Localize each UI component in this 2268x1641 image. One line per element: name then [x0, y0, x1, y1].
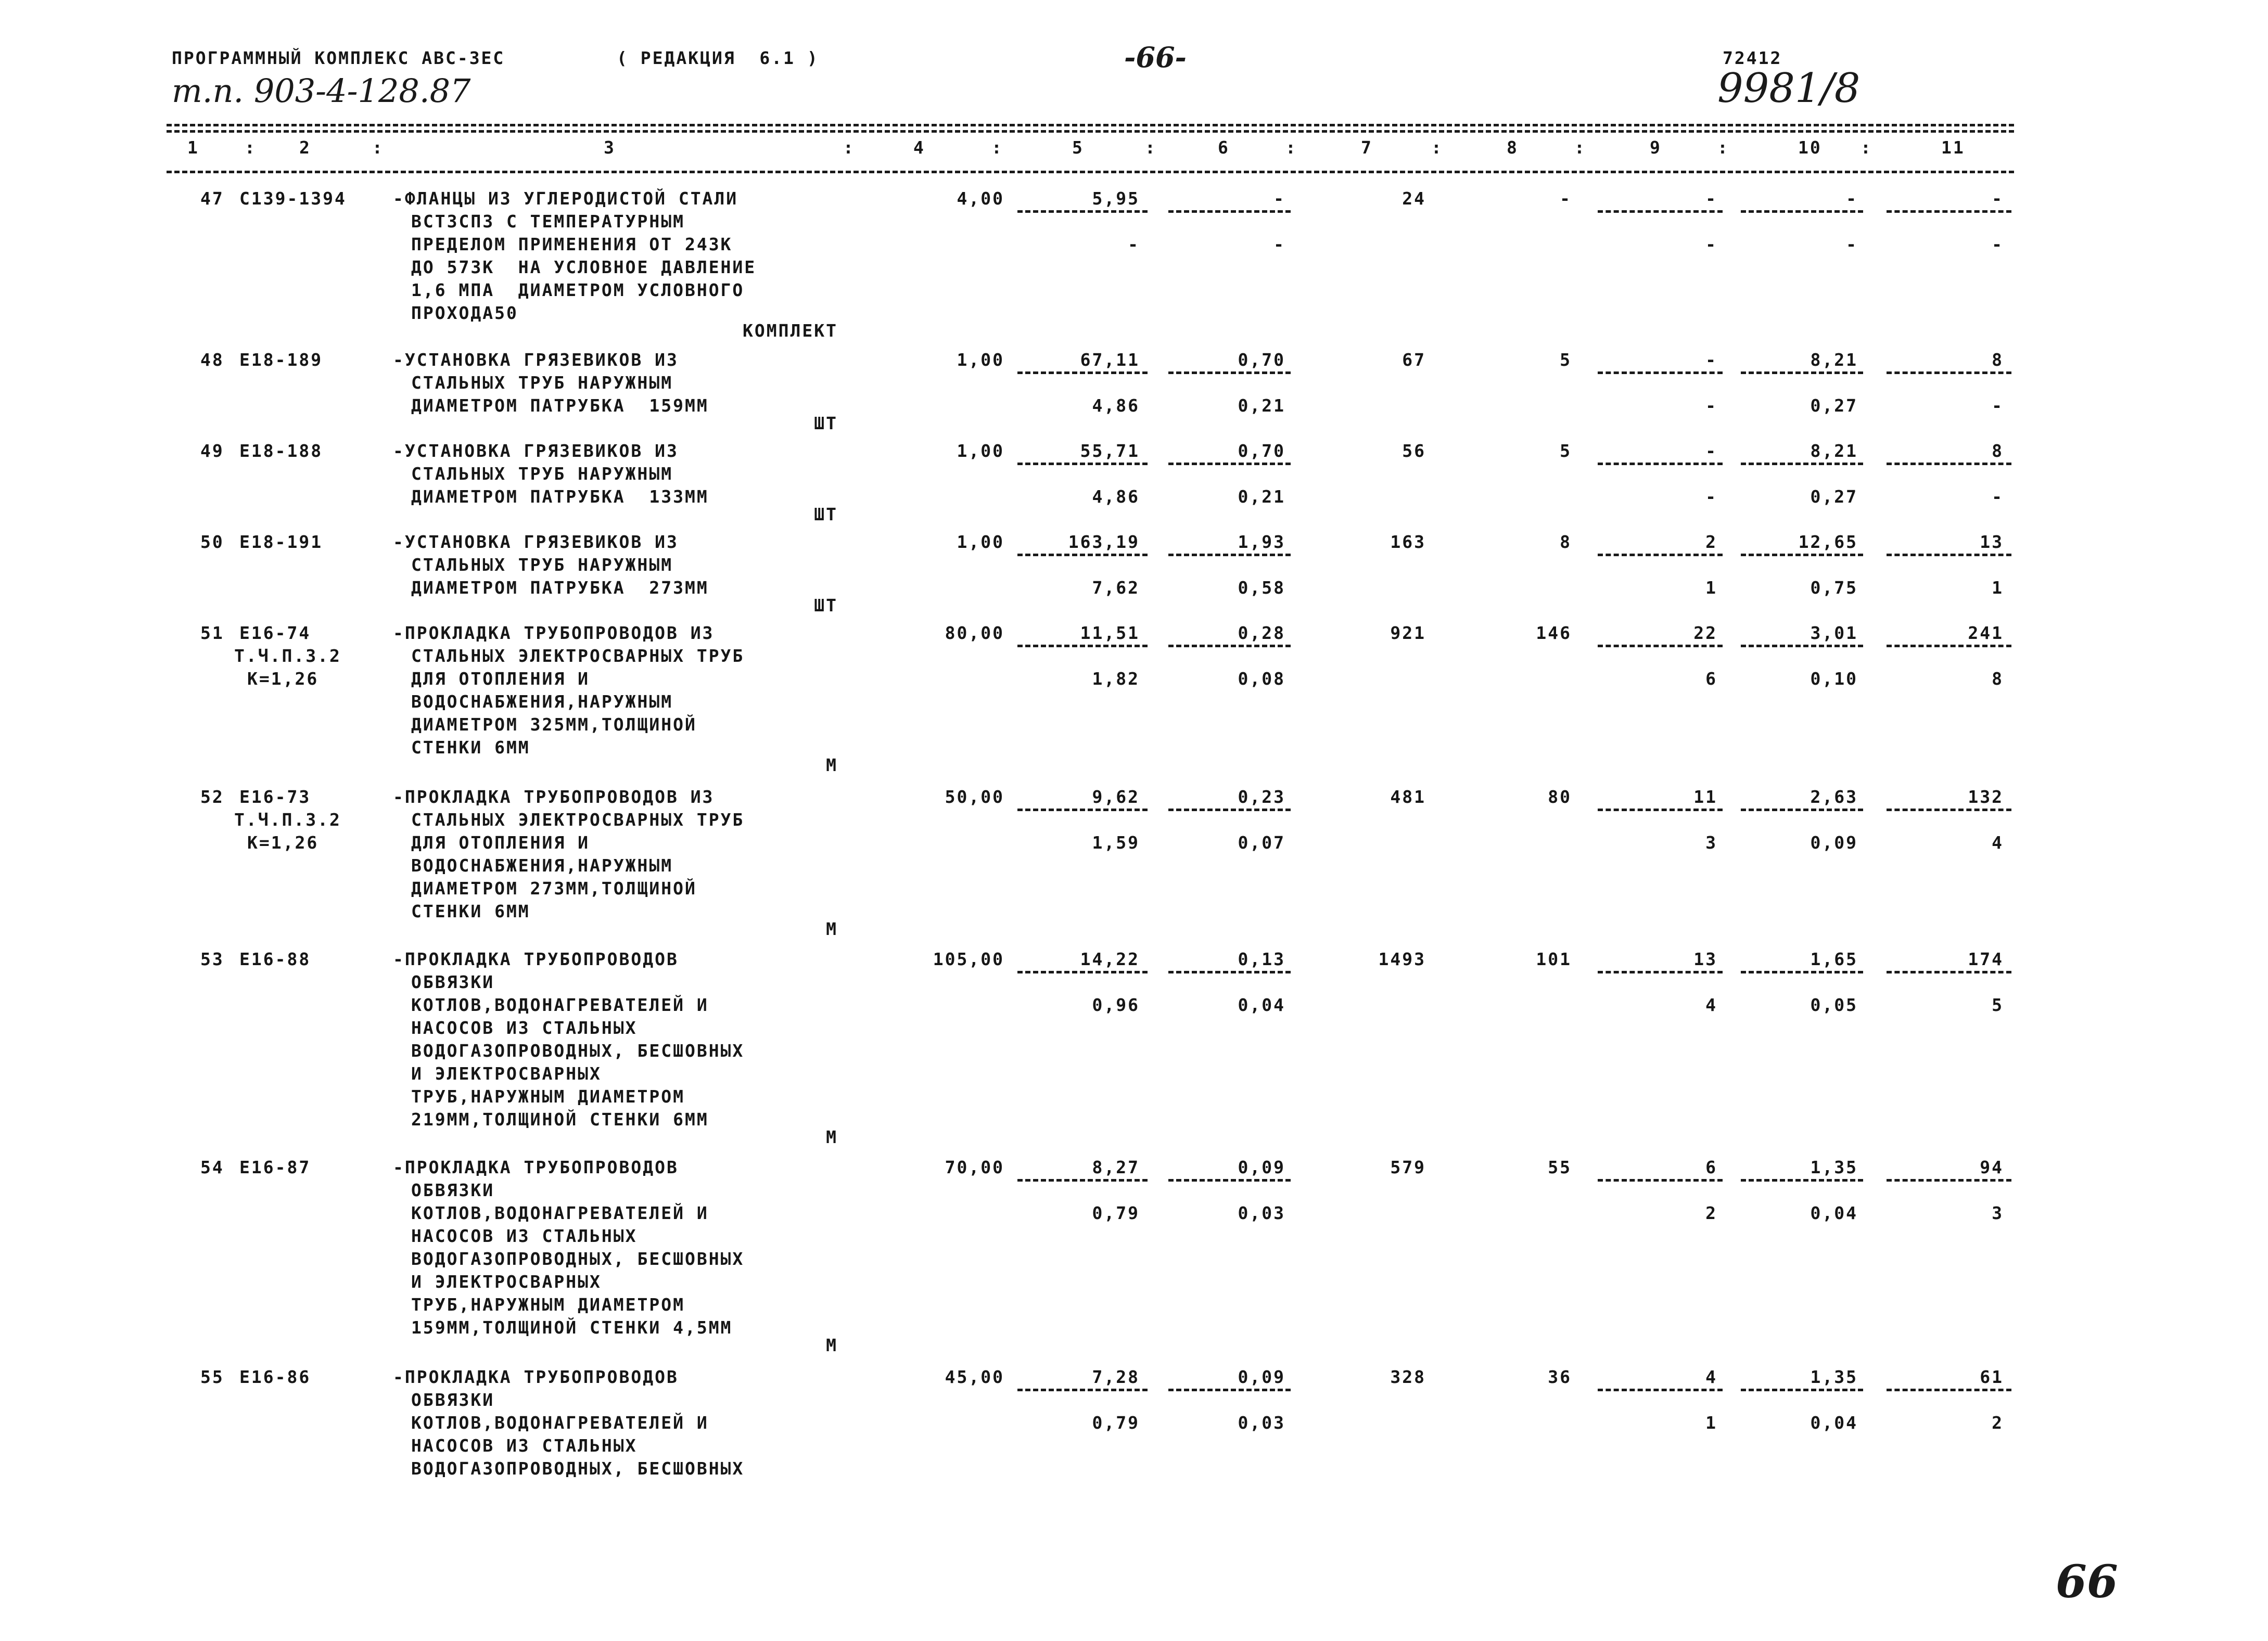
row-description: ВОДОСНАБЖЕНИЯ,НАРУЖНЫМ — [411, 855, 673, 876]
row-description: СТАЛЬНЫХ ЭЛЕКТРОСВАРНЫХ ТРУБ — [411, 646, 745, 666]
value-c10b: 0,04 — [1810, 1413, 1858, 1433]
value-c11: 8 — [1992, 350, 2004, 370]
value-c10b: 0,10 — [1810, 669, 1858, 689]
value-c10: 8,21 — [1810, 350, 1858, 370]
page-center-number: -66- — [1124, 41, 1187, 74]
row-description: -УСТАНОВКА ГРЯЗЕВИКОВ ИЗ — [393, 350, 679, 370]
row-description: ВОДОГАЗОПРОВОДНЫХ, БЕСШОВНЫХ — [411, 1458, 745, 1479]
row-description: -ПРОКЛАДКА ТРУБОПРОВОДОВ — [393, 1367, 679, 1387]
value-c4: 1,00 — [957, 350, 1004, 370]
value-c5: 163,19 — [1068, 532, 1140, 552]
value-c8: 101 — [1536, 949, 1572, 969]
row-description: ДЛЯ ОТОПЛЕНИЯ И — [411, 832, 590, 853]
value-c8: 146 — [1536, 623, 1572, 643]
row-description: НАСОСОВ ИЗ СТАЛЬНЫХ — [411, 1226, 638, 1246]
value-c5: 14,22 — [1080, 949, 1140, 969]
value-divider — [1168, 645, 1291, 647]
value-c5b: - — [1128, 234, 1140, 254]
row-description: ДЛЯ ОТОПЛЕНИЯ И — [411, 669, 590, 689]
value-c6: 0,28 — [1238, 623, 1285, 643]
value-c7: 579 — [1390, 1157, 1426, 1177]
value-divider — [1598, 645, 1723, 647]
value-c9b: 4 — [1705, 995, 1717, 1015]
column-number: 7 — [1361, 137, 1373, 158]
value-c5: 11,51 — [1080, 623, 1140, 643]
value-divider — [1598, 1179, 1723, 1182]
value-divider — [1598, 1389, 1723, 1391]
header-top-rule — [167, 124, 2014, 126]
row-code: Е18-191 — [239, 532, 323, 552]
value-c6: 0,09 — [1238, 1367, 1285, 1387]
row-unit: М — [826, 1335, 838, 1355]
value-c8: - — [1560, 188, 1572, 209]
value-c6: 0,09 — [1238, 1157, 1285, 1177]
value-c11b: 5 — [1992, 995, 2004, 1015]
row-code: Е18-188 — [239, 441, 323, 461]
footer-page-number: 66 — [2056, 1556, 2118, 1608]
value-c10b: - — [1846, 234, 1858, 254]
row-number: 54 — [200, 1157, 224, 1177]
row-description: ДИАМЕТРОМ ПАТРУБКА 133ММ — [411, 486, 709, 507]
column-separator: : — [372, 137, 384, 158]
row-description: СТАЛЬНЫХ ТРУБ НАРУЖНЫМ — [411, 373, 673, 393]
value-c10b: 0,09 — [1810, 832, 1858, 853]
column-separator: : — [1145, 137, 1157, 158]
row-description: -УСТАНОВКА ГРЯЗЕВИКОВ ИЗ — [393, 441, 679, 461]
value-c10b: 0,27 — [1810, 395, 1858, 416]
value-c5: 8,27 — [1092, 1157, 1140, 1177]
column-number: 11 — [1941, 137, 1965, 158]
row-unit: ШТ — [814, 504, 838, 524]
value-c7: 1493 — [1378, 949, 1426, 969]
row-description: -ПРОКЛАДКА ТРУБОПРОВОДОВ ИЗ — [393, 787, 715, 807]
column-number: 3 — [604, 137, 616, 158]
row-description: И ЭЛЕКТРОСВАРНЫХ — [411, 1272, 602, 1292]
value-c9: 2 — [1705, 532, 1717, 552]
value-c10b: 0,04 — [1810, 1203, 1858, 1223]
row-code: Е18-189 — [239, 350, 323, 370]
row-code: Е16-74 — [239, 623, 311, 643]
value-divider — [1168, 463, 1291, 465]
value-c11: 174 — [1968, 949, 2004, 969]
row-description: ДИАМЕТРОМ ПАТРУБКА 273ММ — [411, 578, 709, 598]
value-c11: 241 — [1968, 623, 2004, 643]
value-divider — [1887, 1179, 2011, 1182]
row-description: НАСОСОВ ИЗ СТАЛЬНЫХ — [411, 1018, 638, 1038]
value-divider — [1168, 1179, 1291, 1182]
value-c6: 0,70 — [1238, 441, 1285, 461]
value-divider — [1598, 463, 1723, 465]
row-code: К=1,26 — [247, 832, 319, 853]
value-c10: 3,01 — [1810, 623, 1858, 643]
row-number: 50 — [200, 532, 224, 552]
value-c11: 132 — [1968, 787, 2004, 807]
value-divider — [1168, 971, 1291, 973]
value-c7: 921 — [1390, 623, 1426, 643]
value-c6b: 0,08 — [1238, 669, 1285, 689]
value-c4: 70,00 — [945, 1157, 1004, 1177]
row-code: Е16-73 — [239, 787, 311, 807]
row-code: Т.Ч.П.3.2 — [234, 810, 341, 830]
value-c4: 50,00 — [945, 787, 1004, 807]
value-divider — [1017, 809, 1148, 811]
value-c9: 4 — [1705, 1367, 1717, 1387]
value-c9b: 1 — [1705, 1413, 1717, 1433]
value-c9: - — [1705, 350, 1717, 370]
value-c5: 55,71 — [1080, 441, 1140, 461]
handwritten-code: 9981/8 — [1717, 65, 1861, 112]
value-c6b: 0,21 — [1238, 486, 1285, 507]
row-number: 52 — [200, 787, 224, 807]
value-c6b: - — [1273, 234, 1285, 254]
value-divider — [1741, 809, 1863, 811]
value-divider — [1168, 210, 1291, 213]
value-divider — [1168, 809, 1291, 811]
value-divider — [1887, 809, 2011, 811]
row-description: -ПРОКЛАДКА ТРУБОПРОВОДОВ — [393, 949, 679, 969]
value-c4: 105,00 — [933, 949, 1004, 969]
value-c6: 0,23 — [1238, 787, 1285, 807]
value-c5b: 0,79 — [1092, 1413, 1140, 1433]
value-c11b: - — [1992, 395, 2004, 416]
value-c7: 163 — [1390, 532, 1426, 552]
header-bottom-rule — [167, 171, 2014, 173]
value-c6b: 0,58 — [1238, 578, 1285, 598]
value-c11: 61 — [1980, 1367, 2004, 1387]
value-c11: - — [1992, 188, 2004, 209]
value-c9b: 6 — [1705, 669, 1717, 689]
value-c4: 80,00 — [945, 623, 1004, 643]
value-c5b: 0,96 — [1092, 995, 1140, 1015]
value-c4: 1,00 — [957, 441, 1004, 461]
value-c5: 67,11 — [1080, 350, 1140, 370]
value-c9: 13 — [1693, 949, 1717, 969]
value-c10: 2,63 — [1810, 787, 1858, 807]
column-separator: : — [245, 137, 257, 158]
row-description: ВОДОГАЗОПРОВОДНЫХ, БЕСШОВНЫХ — [411, 1041, 745, 1061]
value-c11b: 2 — [1992, 1413, 2004, 1433]
value-c9: 22 — [1693, 623, 1717, 643]
value-c7: 328 — [1390, 1367, 1426, 1387]
value-c5b: 7,62 — [1092, 578, 1140, 598]
value-c6: 0,70 — [1238, 350, 1285, 370]
column-separator: : — [991, 137, 1003, 158]
value-c11b: - — [1992, 486, 2004, 507]
value-divider — [1741, 371, 1863, 374]
value-c5b: 1,59 — [1092, 832, 1140, 853]
row-number: 49 — [200, 441, 224, 461]
value-divider — [1017, 554, 1148, 556]
value-c6: 0,13 — [1238, 949, 1285, 969]
column-separator: : — [1431, 137, 1443, 158]
value-c5b: 0,79 — [1092, 1203, 1140, 1223]
row-description: -ПРОКЛАДКА ТРУБОПРОВОДОВ ИЗ — [393, 623, 715, 643]
column-separator: : — [1285, 137, 1297, 158]
row-code: Е16-87 — [239, 1157, 311, 1177]
column-number: 10 — [1798, 137, 1822, 158]
row-description: ДИАМЕТРОМ ПАТРУБКА 159ММ — [411, 395, 709, 416]
tp-label: т.п. 903-4-128.87 — [172, 72, 471, 110]
value-divider — [1017, 1179, 1148, 1182]
value-c7: 56 — [1402, 441, 1426, 461]
column-separator: : — [1574, 137, 1586, 158]
row-description: ТРУБ,НАРУЖНЫМ ДИАМЕТРОМ — [411, 1294, 685, 1315]
value-divider — [1017, 1389, 1148, 1391]
value-c11b: 1 — [1992, 578, 2004, 598]
value-c11b: 4 — [1992, 832, 2004, 853]
value-c6b: 0,21 — [1238, 395, 1285, 416]
value-c10: 12,65 — [1798, 532, 1858, 552]
row-description: -ФЛАНЦЫ ИЗ УГЛЕРОДИСТОЙ СТАЛИ — [393, 188, 738, 209]
value-c10: 1,35 — [1810, 1367, 1858, 1387]
value-c9b: - — [1705, 395, 1717, 416]
value-c9: - — [1705, 188, 1717, 209]
value-c7: 24 — [1402, 188, 1426, 209]
row-description: КОТЛОВ,ВОДОНАГРЕВАТЕЛЕЙ И — [411, 995, 709, 1015]
row-number: 48 — [200, 350, 224, 370]
column-separator: : — [1861, 137, 1872, 158]
value-c6b: 0,03 — [1238, 1203, 1285, 1223]
row-description: ПРЕДЕЛОМ ПРИМЕНЕНИЯ ОТ 243К — [411, 234, 733, 254]
value-c9: 11 — [1693, 787, 1717, 807]
value-c4: 1,00 — [957, 532, 1004, 552]
row-unit: КОМПЛЕКТ — [743, 320, 838, 341]
value-c6: 1,93 — [1238, 532, 1285, 552]
row-description: СТЕНКИ 6ММ — [411, 901, 530, 921]
row-description: СТЕНКИ 6ММ — [411, 737, 530, 758]
row-unit: М — [826, 919, 838, 939]
row-description: СТАЛЬНЫХ ЭЛЕКТРОСВАРНЫХ ТРУБ — [411, 810, 745, 830]
value-c6: - — [1273, 188, 1285, 209]
value-divider — [1017, 645, 1148, 647]
value-divider — [1017, 371, 1148, 374]
row-unit: ШТ — [814, 595, 838, 616]
value-c11b: 3 — [1992, 1203, 2004, 1223]
column-number: 2 — [299, 137, 311, 158]
value-c11b: - — [1992, 234, 2004, 254]
value-divider — [1741, 971, 1863, 973]
row-unit: ШТ — [814, 413, 838, 433]
value-divider — [1887, 463, 2011, 465]
row-description: 1,6 МПА ДИАМЕТРОМ УСЛОВНОГО — [411, 280, 745, 300]
value-c4: 45,00 — [945, 1367, 1004, 1387]
row-description: 219ММ,ТОЛЩИНОЙ СТЕНКИ 6ММ — [411, 1109, 709, 1130]
row-description: ВОДОГАЗОПРОВОДНЫХ, БЕСШОВНЫХ — [411, 1249, 745, 1269]
value-divider — [1598, 809, 1723, 811]
value-divider — [1017, 463, 1148, 465]
value-c10: 1,65 — [1810, 949, 1858, 969]
row-description: 159ММ,ТОЛЩИНОЙ СТЕНКИ 4,5ММ — [411, 1317, 733, 1338]
value-c9: 6 — [1705, 1157, 1717, 1177]
value-c11: 13 — [1980, 532, 2004, 552]
value-c9b: 1 — [1705, 578, 1717, 598]
row-code: Е16-88 — [239, 949, 311, 969]
value-c8: 8 — [1560, 532, 1572, 552]
row-description: НАСОСОВ ИЗ СТАЛЬНЫХ — [411, 1435, 638, 1456]
program-title: ПРОГРАММНЫЙ КОМПЛЕКС АВС-3ЕС — [172, 48, 505, 68]
row-description: ТРУБ,НАРУЖНЫМ ДИАМЕТРОМ — [411, 1086, 685, 1107]
row-code: К=1,26 — [247, 669, 319, 689]
row-description: ОБВЯЗКИ — [411, 1180, 495, 1200]
column-number: 1 — [187, 137, 199, 158]
value-c10: - — [1846, 188, 1858, 209]
row-unit: М — [826, 1127, 838, 1147]
row-description: КОТЛОВ,ВОДОНАГРЕВАТЕЛЕЙ И — [411, 1413, 709, 1433]
column-number: 4 — [913, 137, 925, 158]
column-number: 8 — [1507, 137, 1519, 158]
row-description: И ЭЛЕКТРОСВАРНЫХ — [411, 1063, 602, 1084]
doc-number: 72412 — [1723, 48, 1782, 68]
row-description: СТАЛЬНЫХ ТРУБ НАРУЖНЫМ — [411, 464, 673, 484]
value-divider — [1168, 554, 1291, 556]
value-c10: 8,21 — [1810, 441, 1858, 461]
header-top-rule-2 — [167, 130, 2014, 133]
value-divider — [1017, 210, 1148, 213]
value-c9b: - — [1705, 486, 1717, 507]
value-c9b: 3 — [1705, 832, 1717, 853]
value-divider — [1598, 971, 1723, 973]
value-c6b: 0,04 — [1238, 995, 1285, 1015]
value-c5: 9,62 — [1092, 787, 1140, 807]
value-c11b: 8 — [1992, 669, 2004, 689]
value-c11: 8 — [1992, 441, 2004, 461]
column-number: 9 — [1650, 137, 1662, 158]
row-description: КОТЛОВ,ВОДОНАГРЕВАТЕЛЕЙ И — [411, 1203, 709, 1223]
value-c10: 1,35 — [1810, 1157, 1858, 1177]
value-c8: 5 — [1560, 441, 1572, 461]
row-code: С139-1394 — [239, 188, 347, 209]
value-c8: 36 — [1548, 1367, 1572, 1387]
value-divider — [1887, 371, 2011, 374]
value-divider — [1741, 645, 1863, 647]
value-c5: 5,95 — [1092, 188, 1140, 209]
row-description: -УСТАНОВКА ГРЯЗЕВИКОВ ИЗ — [393, 532, 679, 552]
row-description: ВСТ3СП3 С ТЕМПЕРАТУРНЫМ — [411, 211, 685, 232]
row-unit: М — [826, 755, 838, 775]
row-code: Т.Ч.П.3.2 — [234, 646, 341, 666]
value-c9b: - — [1705, 234, 1717, 254]
value-divider — [1887, 645, 2011, 647]
value-divider — [1598, 210, 1723, 213]
row-description: ДО 573К НА УСЛОВНОЕ ДАВЛЕНИЕ — [411, 257, 757, 277]
value-c5: 7,28 — [1092, 1367, 1140, 1387]
value-divider — [1168, 371, 1291, 374]
value-c5b: 4,86 — [1092, 486, 1140, 507]
value-divider — [1598, 371, 1723, 374]
row-description: СТАЛЬНЫХ ТРУБ НАРУЖНЫМ — [411, 555, 673, 575]
value-c10b: 0,75 — [1810, 578, 1858, 598]
value-c11: 94 — [1980, 1157, 2004, 1177]
value-c10b: 0,27 — [1810, 486, 1858, 507]
value-divider — [1887, 1389, 2011, 1391]
value-divider — [1741, 463, 1863, 465]
value-divider — [1741, 554, 1863, 556]
value-c7: 67 — [1402, 350, 1426, 370]
value-c9: - — [1705, 441, 1717, 461]
row-description: ДИАМЕТРОМ 325ММ,ТОЛЩИНОЙ — [411, 714, 697, 735]
value-divider — [1741, 1179, 1863, 1182]
value-c5b: 1,82 — [1092, 669, 1140, 689]
row-description: -ПРОКЛАДКА ТРУБОПРОВОДОВ — [393, 1157, 679, 1177]
value-divider — [1887, 554, 2011, 556]
value-divider — [1887, 971, 2011, 973]
column-number: 6 — [1218, 137, 1230, 158]
value-divider — [1887, 210, 2011, 213]
value-c7: 481 — [1390, 787, 1426, 807]
value-c4: 4,00 — [957, 188, 1004, 209]
row-description: ОБВЯЗКИ — [411, 1390, 495, 1410]
column-number: 5 — [1072, 137, 1084, 158]
value-c8: 5 — [1560, 350, 1572, 370]
value-divider — [1741, 1389, 1863, 1391]
value-c5b: 4,86 — [1092, 395, 1140, 416]
edition-label: ( РЕДАКЦИЯ 6.1 ) — [617, 48, 819, 68]
value-c6b: 0,07 — [1238, 832, 1285, 853]
column-separator: : — [843, 137, 855, 158]
row-description: ВОДОСНАБЖЕНИЯ,НАРУЖНЫМ — [411, 691, 673, 712]
row-description: ОБВЯЗКИ — [411, 972, 495, 992]
row-number: 51 — [200, 623, 224, 643]
value-c8: 80 — [1548, 787, 1572, 807]
value-c6b: 0,03 — [1238, 1413, 1285, 1433]
row-description: ДИАМЕТРОМ 273ММ,ТОЛЩИНОЙ — [411, 878, 697, 899]
value-divider — [1017, 971, 1148, 973]
column-separator: : — [1717, 137, 1729, 158]
row-number: 55 — [200, 1367, 224, 1387]
value-divider — [1168, 1389, 1291, 1391]
row-description: ПРОХОДА50 — [411, 303, 518, 323]
value-c10b: 0,05 — [1810, 995, 1858, 1015]
row-code: Е16-86 — [239, 1367, 311, 1387]
value-c8: 55 — [1548, 1157, 1572, 1177]
value-divider — [1598, 554, 1723, 556]
row-number: 47 — [200, 188, 224, 209]
value-c9b: 2 — [1705, 1203, 1717, 1223]
value-divider — [1741, 210, 1863, 213]
row-number: 53 — [200, 949, 224, 969]
